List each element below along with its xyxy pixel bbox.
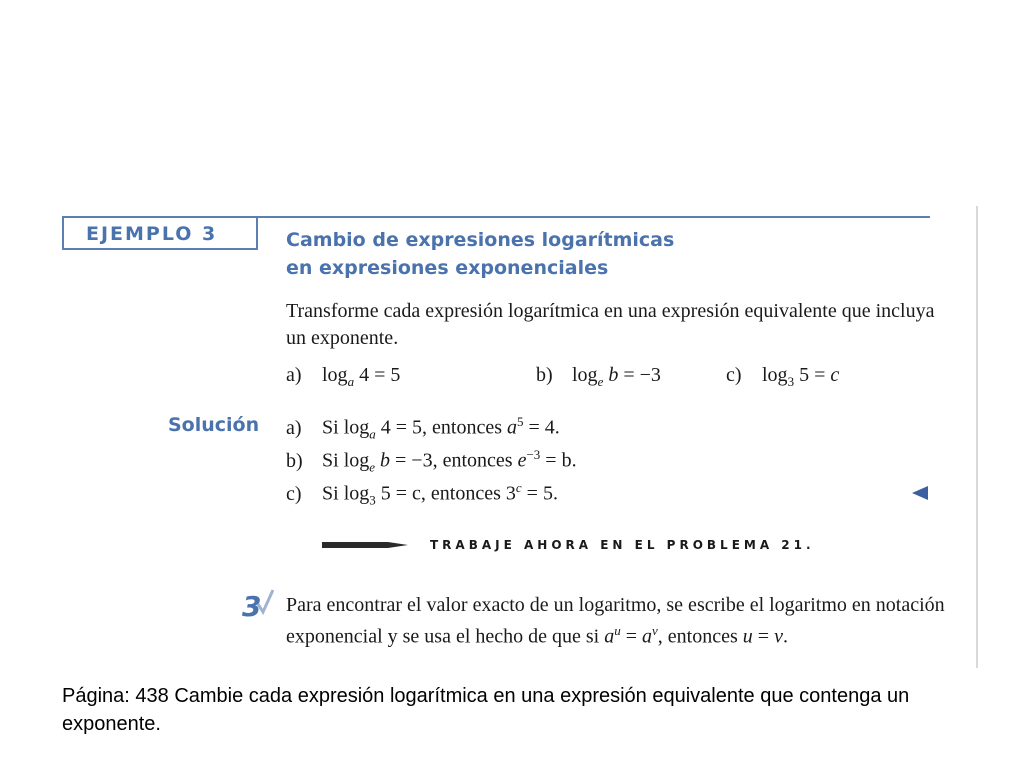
problem-a: a) $\log_a 4 = 5$ bbox=[286, 364, 401, 389]
section-title bbox=[286, 226, 674, 282]
solution-a: a) Si $\log_a 4 = 5$, entonces $a^5 = 4$. bbox=[286, 414, 560, 442]
objective-paragraph: Para encontrar el valor exacto de un logaritmo, se escribe el logaritmo en notación exponencial y se usa el hecho de que si $a^u = a^v$, entonces u = v. bbox=[286, 594, 945, 648]
pencil-icon bbox=[322, 541, 410, 549]
title-line-2: en expresiones exponenciales bbox=[286, 257, 609, 279]
slide-caption: Página: 438 Cambie cada expresión logarítmica en una expresión equivalente que contenga un exponente. bbox=[62, 685, 910, 735]
problem-c-label: c) bbox=[726, 364, 742, 386]
problem-c: c) $\log_3 5 = c$ bbox=[726, 364, 840, 389]
scan-edge bbox=[976, 206, 978, 668]
problem-a-label: a) bbox=[286, 364, 302, 386]
ejemplo-label: EJEMPLO 3 bbox=[86, 223, 218, 245]
solution-label: Solución bbox=[168, 414, 260, 436]
solution-b: b) Si $\log_e b = -3$, entonces $e^{-3} = b$. bbox=[286, 447, 577, 475]
problem-b-label: b) bbox=[536, 364, 553, 386]
objective-number: 3 bbox=[242, 590, 262, 620]
checkmark-icon bbox=[240, 588, 274, 620]
solution-c: c) Si $\log_3 5 = c$, entonces $3^c = 5$. bbox=[286, 480, 558, 508]
title-line-1: Cambio de expresiones logarítmicas bbox=[286, 229, 675, 251]
problem-b: b) $\log_e b = -3$ bbox=[536, 364, 661, 389]
left-triangle-icon bbox=[912, 486, 928, 500]
practice-note: TRABAJE AHORA EN EL PROBLEMA 21. bbox=[430, 538, 815, 552]
instructions: Transforme cada expresión logarítmica en una expresión equivalente que incluya un exponente. bbox=[286, 300, 935, 349]
